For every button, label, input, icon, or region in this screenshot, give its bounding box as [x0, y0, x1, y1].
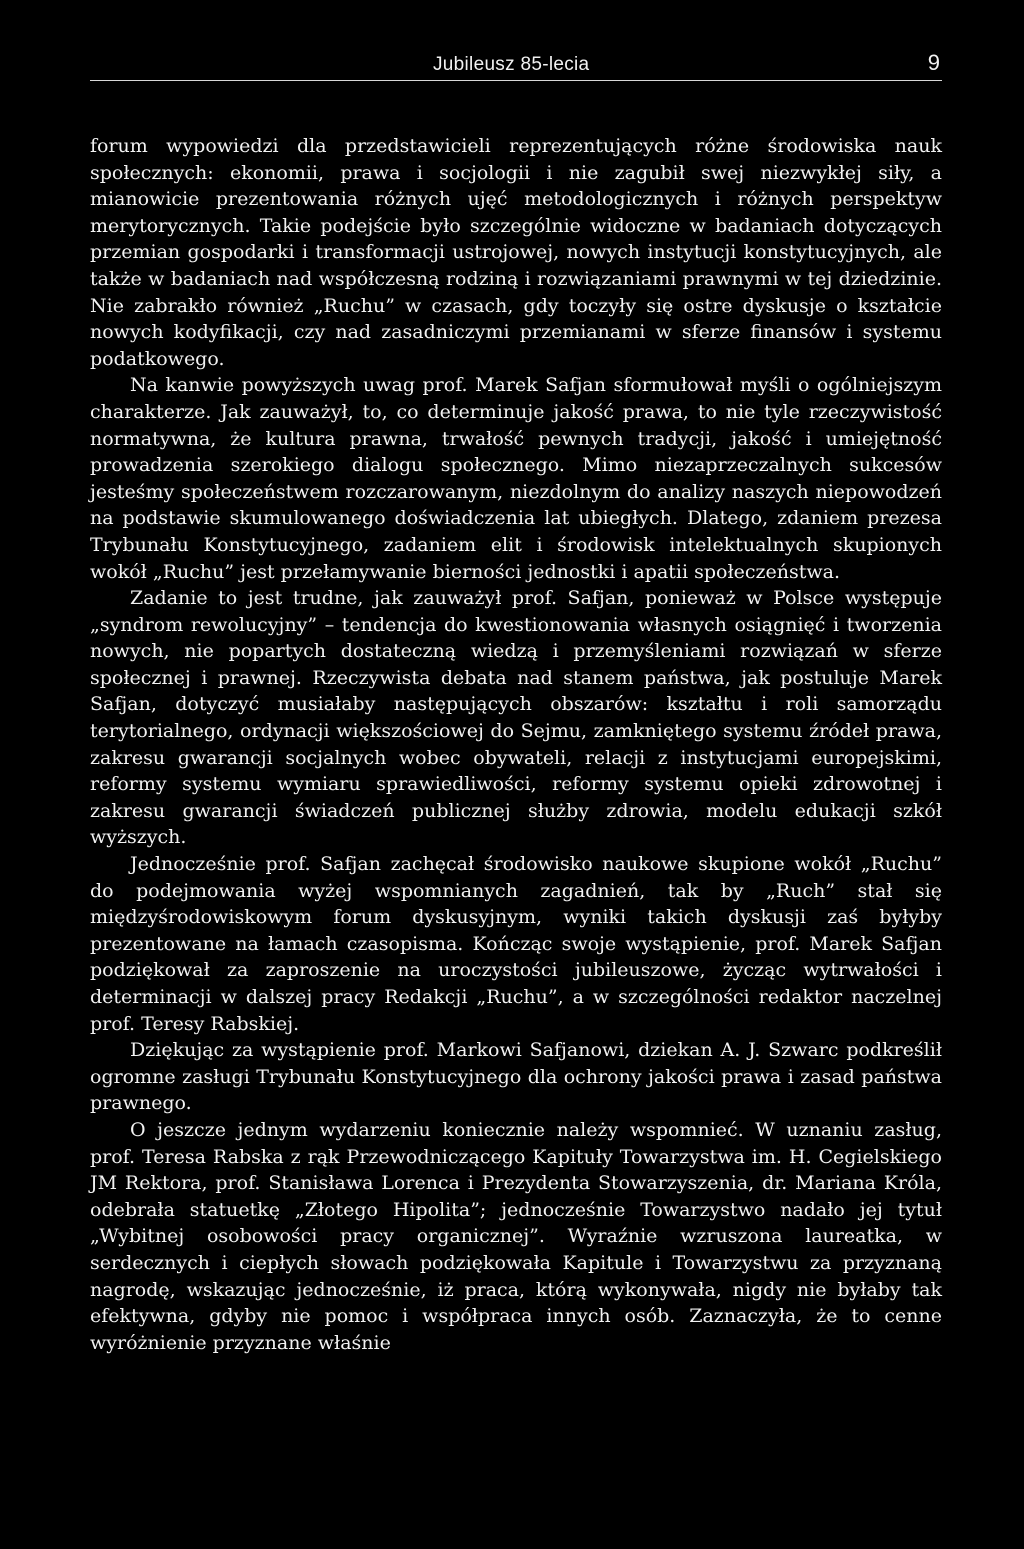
paragraph: O jeszcze jednym wydarzeniu koniecznie należy wspomnieć. W uznaniu zasług, prof. Teresa Rabska z rąk Przewodniczącego Kapituły Towarzystwa im. H. Cegielskiego JM Rektora, prof. Stanisława Lorenca i Prezydenta Stowarzyszenia, dr. Mariana Króla, odebrała statuetkę „Złotego Hipolita”; jednocześnie Towarzystwo nadało jej tytuł „Wybitnej osobowości pracy organicznej”. Wyraźnie wzruszona laureatka, w serdecznych i ciepłych słowach podziękowała Kapitule i Towarzystwu za przyznaną nagrodę, wskazując jednocześnie, iż praca, którą wykonywała, nigdy nie byłaby tak efektywna, gdyby nie pomoc i współpraca innych osób. Zaznaczyła, że to cenne wyróżnienie przyznane właśnie — [90, 1118, 942, 1354]
header-title: Jubileusz 85-lecia — [433, 54, 590, 75]
body-text — [90, 133, 942, 1356]
running-header — [90, 50, 942, 81]
paragraph: Jednocześnie prof. Safjan zachęcał środowisko naukowe skupione wokół „Ruchu” do podejmowania wyżej wspomnianych zagadnień, tak by „Ruch” stał się międzyśrodowiskowym forum dyskusyjnym, wyniki takich dyskusji zaś byłyby prezentowane na łamach czasopisma. Kończąc swoje wystąpienie, prof. Marek Safjan podziękował za zaproszenie na uroczystości jubileuszowe, życząc wytrwałości i determinacji w dalszej pracy Redakcji „Ruchu”, a w szczególności redaktor naczelnej prof. Teresy Rabskiej. — [90, 853, 942, 1035]
paragraph-continuation: forum wypowiedzi dla przedstawicieli reprezentujących różne środowiska nauk społecznych: ekonomii, prawa i socjologii i nie zagubił swej niezwykłej siły, a mianowicie prezentowania różnych ujęć metodologicznych i różnych perspektyw merytorycznych. Takie podejście było szczególnie widoczne w badaniach dotyczących przemian gospodarki i transformacji ustrojowej, nowych instytucji konstytucyjnych, ale także w badaniach nad współczesną rodziną i rozwiązaniami prawnymi w tej dziedzinie. Nie zabrakło również „Ruchu” w czasach, gdy toczyły się ostre dyskusje o kształcie nowych kodyfikacji, czy nad zasadniczymi przemianami w sferze finansów i systemu podatkowego. — [90, 135, 942, 370]
document-page — [90, 50, 942, 1356]
page-number: 9 — [927, 50, 940, 75]
paragraph: Na kanwie powyższych uwag prof. Marek Safjan sformułował myśli o ogólniejszym charakterze. Jak zauważył, to, co determinuje jakość prawa, to nie tyle rzeczywistość normatywna, że kultura prawna, trwałość pewnych tradycji, jakość i umiejętność prowadzenia szerokiego dialogu społecznego. Mimo niezaprzeczalnych sukcesów jesteśmy społeczeństwem rozczarowanym, niezdolnym do analizy naszych niepowodzeń na podstawie skumulowanego doświadczenia lat ubiegłych. Dlatego, zdaniem prezesa Trybunału Konstytucyjnego, zadaniem elit i środowisk intelektualnych skupionych wokół „Ruchu” jest przełamywanie bierności jednostki i apatii społeczeństwa. — [90, 374, 942, 583]
paragraph: Dziękując za wystąpienie prof. Markowi Safjanowi, dziekan A. J. Szwarc podkreślił ogromne zasługi Trybunału Konstytucyjnego dla ochrony jakości prawa i zasad państwa prawnego. — [90, 1039, 942, 1115]
paragraph: Zadanie to jest trudne, jak zauważył prof. Safjan, ponieważ w Polsce występuje „syndrom rewolucyjny” – tendencja do kwestionowania własnych osiągnięć i tworzenia nowych, nie popartych dostateczną wiedzą i przemyśleniami rozwiązań w sferze społecznej i prawnej. Rzeczywista debata nad stanem państwa, jak postuluje Marek Safjan, dotyczyć musiałaby następujących obszarów: kształtu i roli samorządu terytorialnego, ordynacji większościowej do Sejmu, zamkniętego systemu źródeł prawa, zakresu gwarancji socjalnych wobec obywateli, relacji z instytucjami europejskimi, reformy systemu wymiaru sprawiedliwości, reformy systemu opieki zdrowotnej i zakresu gwarancji świadczeń publicznej służby zdrowia, modelu edukacji szkół wyższych. — [90, 587, 942, 849]
